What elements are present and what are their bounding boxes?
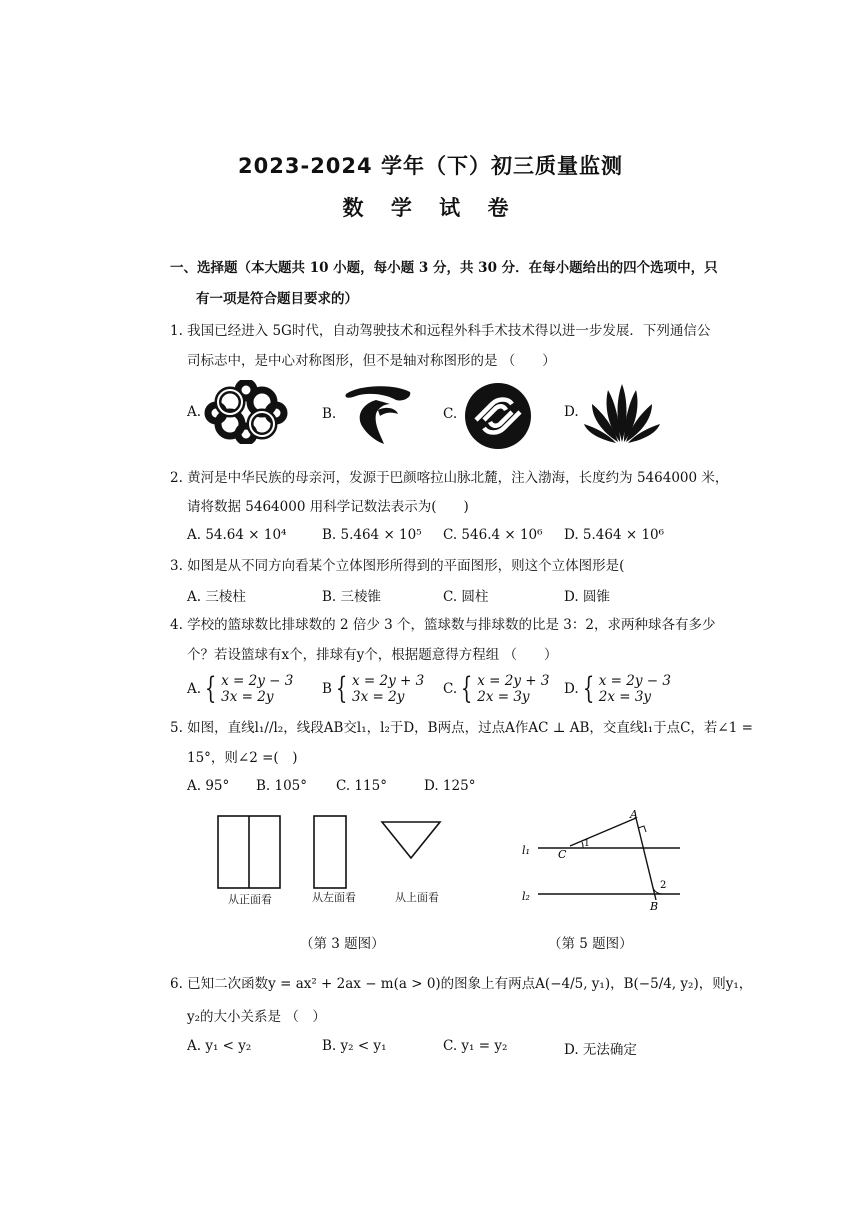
q2-option-b: B. 5.464 × 10⁵: [322, 527, 422, 543]
q5-option-a: A. 95°: [187, 778, 230, 794]
segment-ab: [636, 818, 656, 900]
segment-ac: [570, 818, 636, 846]
q3-option-c: C. 圆柱: [443, 589, 489, 605]
q4-option-b: B { x = 2y + 3 3x = 2y: [322, 671, 425, 706]
q5-stem-line2: 15°，则∠2 =( ): [187, 750, 298, 766]
q4-option-a-eq2: 3x = 2y: [221, 689, 274, 705]
china-mobile-icon: [462, 380, 534, 452]
q1-option-b-label: B.: [322, 406, 337, 422]
q5-option-b: B. 105°: [256, 778, 308, 794]
q6-option-d: D. 无法确定: [564, 1042, 637, 1058]
exam-title: 2023-2024 学年（下）初三质量监测: [238, 154, 623, 178]
q4-option-b-eq2: 3x = 2y: [352, 689, 405, 705]
q3-option-b: B. 三棱锥: [322, 589, 382, 605]
q1-option-d-label: D.: [564, 404, 579, 420]
q4-option-d: D. { x = 2y − 3 2x = 3y: [564, 671, 671, 706]
q2-option-a: A. 54.64 × 10⁴: [187, 527, 287, 543]
q4-option-a-label: A.: [187, 681, 202, 697]
exam-subtitle: 数 学 试 卷: [342, 196, 519, 220]
left-view-label: 从左面看: [312, 891, 356, 904]
q4-option-b-label: B: [322, 681, 332, 697]
section-header-line2: 有一项是符合题目要求的）: [196, 291, 358, 307]
q1-stem-line2: 司标志中，是中心对称图形，但不是轴对称图形的是 （ ）: [187, 353, 556, 369]
q5-figure-parallel-lines: [520, 806, 690, 916]
figure5-caption: （第 5 题图）: [548, 936, 633, 952]
q3-option-d: D. 圆锥: [564, 589, 610, 605]
huawei-petal-icon: [582, 382, 662, 446]
q5-option-c: C. 115°: [336, 778, 387, 794]
top-view-label: 从上面看: [395, 891, 439, 904]
q6-option-a: A. y₁ < y₂: [187, 1038, 252, 1054]
q2-option-c: C. 546.4 × 10⁶: [443, 527, 543, 543]
q6-option-b: B. y₂ < y₁: [322, 1038, 387, 1054]
q4-stem-line2: 个？若设篮球有x个，排球有y个，根据题意得方程组 （ ）: [187, 647, 558, 663]
label-b: B: [650, 900, 659, 913]
q4-option-a: A. { x = 2y − 3 3x = 2y: [187, 671, 294, 706]
q2-stem-line2: 请将数据 5464000 用科学记数法表示为( ): [187, 499, 469, 515]
china-telecom-icon: [340, 382, 416, 446]
q5-stem-line1: 5. 如图，直线l₁//l₂，线段AB交l₁，l₂于D，B两点，过点A作AC ⊥ AB，交直线l₁于点C，若∠1 =: [170, 720, 753, 736]
q1-stem-line1: 1. 我国已经进入 5G时代，自动驾驶技术和远程外科手术技术得以进一步发展．下列通信公: [170, 323, 711, 339]
q4-option-d-eq1: x = 2y − 3: [598, 673, 671, 689]
q2-stem-line1: 2. 黄河是中华民族的母亲河，发源于巴颜喀拉山脉北麓，注入渤海，长度约为 5464000 米，: [170, 470, 729, 486]
q5-option-d: D. 125°: [424, 778, 476, 794]
section-header-line1: 一、选择题（本大题共 10 小题，每小题 3 分，共 30 分．在每小题给出的四个选项中，只: [170, 260, 718, 276]
label-angle2: 2: [660, 880, 667, 891]
q4-option-d-label: D.: [564, 681, 579, 697]
q4-option-c-eq1: x = 2y + 3: [477, 673, 550, 689]
label-angle1: 1: [584, 839, 590, 849]
q4-option-b-eq1: x = 2y + 3: [352, 673, 425, 689]
label-l2: l₂: [522, 890, 530, 903]
q6-stem-line2: y₂的大小关系是 （ ）: [187, 1009, 326, 1025]
china-unicom-knot-icon: [204, 380, 288, 444]
q4-option-c-label: C.: [443, 681, 458, 697]
front-view-label: 从正面看: [228, 893, 272, 906]
q4-option-c-eq2: 2x = 3y: [477, 689, 530, 705]
label-l1: l₁: [522, 844, 530, 857]
figure3-caption: （第 3 题图）: [300, 936, 385, 952]
q1-option-c-label: C.: [443, 406, 458, 422]
q4-stem-line1: 4. 学校的篮球数比排球数的 2 倍少 3 个，篮球数与排球数的比是 3：2，求两种球各有多少: [170, 617, 716, 633]
q2-option-d: D. 5.464 × 10⁶: [564, 527, 665, 543]
q6-option-c: C. y₁ = y₂: [443, 1038, 508, 1054]
label-c: C: [558, 848, 567, 861]
q3-option-a: A. 三棱柱: [187, 589, 246, 605]
q1-option-a-label: A.: [187, 404, 202, 420]
q4-option-a-eq1: x = 2y − 3: [221, 673, 294, 689]
q3-stem-line1: 3. 如图是从不同方向看某个立体图形所得到的平面图形，则这个立体图形是(: [170, 558, 625, 574]
q4-option-c: C. { x = 2y + 3 2x = 3y: [443, 671, 550, 706]
label-a: A: [630, 808, 638, 821]
q6-stem-line1: 6. 已知二次函数y = ax² + 2ax − m(a > 0)的图象上有两点A(−4/5, y₁)，B(−5/4, y₂)，则y₁，: [170, 976, 753, 992]
left-view-rect: [314, 816, 346, 888]
q4-option-d-eq2: 2x = 3y: [598, 689, 652, 705]
